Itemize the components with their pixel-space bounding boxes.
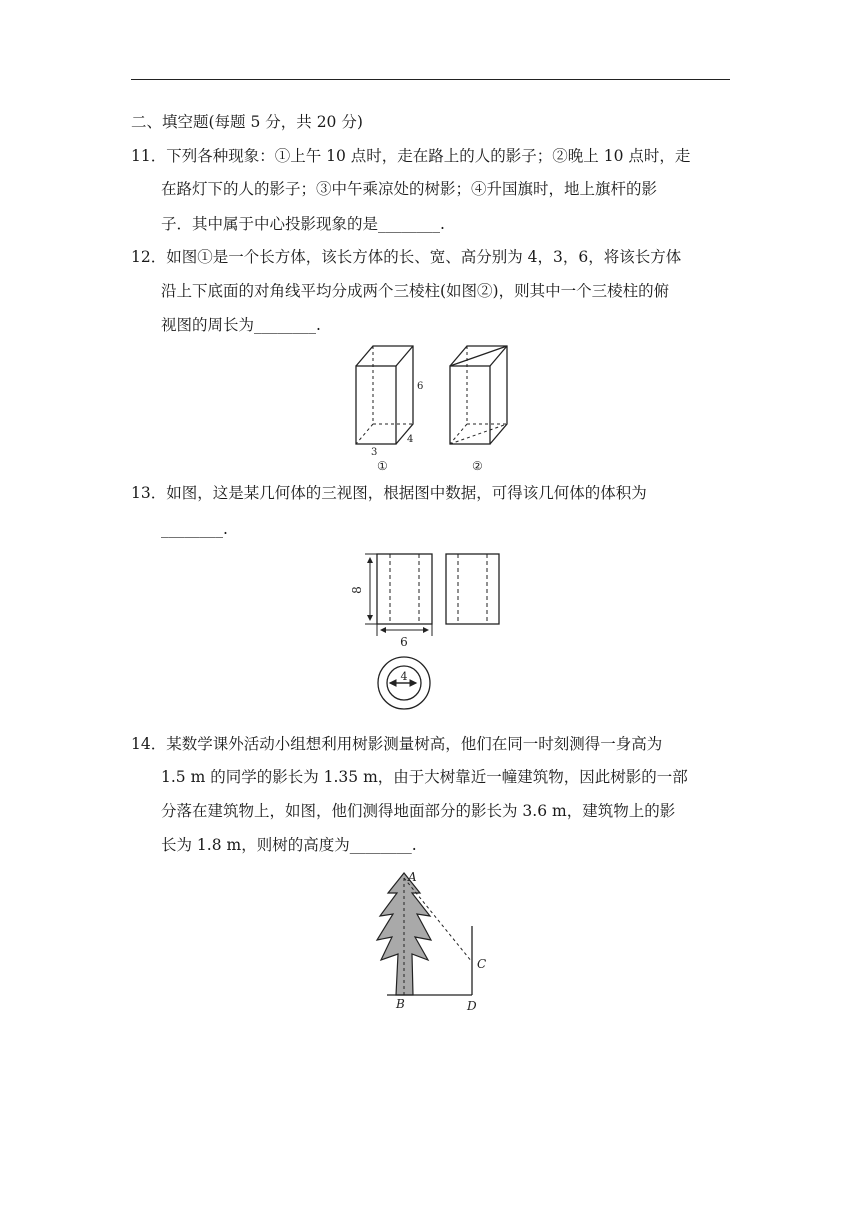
q14-line-3: 分落在建筑物上，如图，他们测得地面部分的影长为 3.6 m，建筑物上的影 (161, 802, 676, 820)
cuboid-width-label: 3 (371, 447, 378, 458)
figure-1-label: ① (377, 459, 388, 473)
q12-line-3: 视图的周长为________. (161, 316, 321, 334)
point-a-label: A (408, 870, 417, 884)
q12-line-1: 12．如图①是一个长方体，该长方体的长、宽、高分别为 4，3，6，将该长方体 (131, 248, 682, 266)
q13-line-2: ________. (161, 520, 228, 538)
inner-diameter-label: 4 (400, 670, 408, 683)
section-title: 二、填空题(每题 5 分，共 20 分) (131, 113, 363, 131)
q13-line-1: 13．如图，这是某几何体的三视图，根据图中数据，可得该几何体的体积为 (131, 484, 647, 502)
q11-line-2: 在路灯下的人的影子；③中午乘凉处的树影；④升国旗时，地上旗杆的影 (161, 180, 658, 198)
q14-line-1: 14．某数学课外活动小组想利用树影测量树高，他们在同一时刻测得一身高为 (131, 735, 663, 753)
dimension-width-label: 6 (400, 635, 408, 649)
q14-line-2: 1.5 m 的同学的影长为 1.35 m，由于大树靠近一幢建筑物，因此树影的一部 (161, 768, 688, 786)
cuboid-length-label: 4 (407, 434, 414, 445)
q12-line-2: 沿上下底面的对角线平均分成两个三棱柱(如图②)，则其中一个三棱柱的俯 (161, 282, 670, 300)
dimension-height-label: 8 (350, 586, 364, 594)
point-d-label: D (467, 999, 477, 1013)
q11-line-3: 子．其中属于中心投影现象的是________. (161, 215, 445, 233)
q14-line-4: 长为 1.8 m，则树的高度为________. (161, 836, 417, 854)
q11-line-1: 11．下列各种现象：①上午 10 点时，走在路上的人的影子；②晚上 10 点时，走 (131, 147, 691, 165)
cuboid-height-label: 6 (417, 381, 424, 392)
point-c-label: C (477, 957, 487, 971)
q13-three-view-figure (350, 545, 510, 719)
point-b-label: B (396, 997, 405, 1011)
figure-2-label: ② (472, 459, 483, 473)
q12-cuboid-figure (340, 340, 530, 479)
q14-tree-figure (370, 865, 500, 1019)
header-rule (131, 79, 730, 80)
